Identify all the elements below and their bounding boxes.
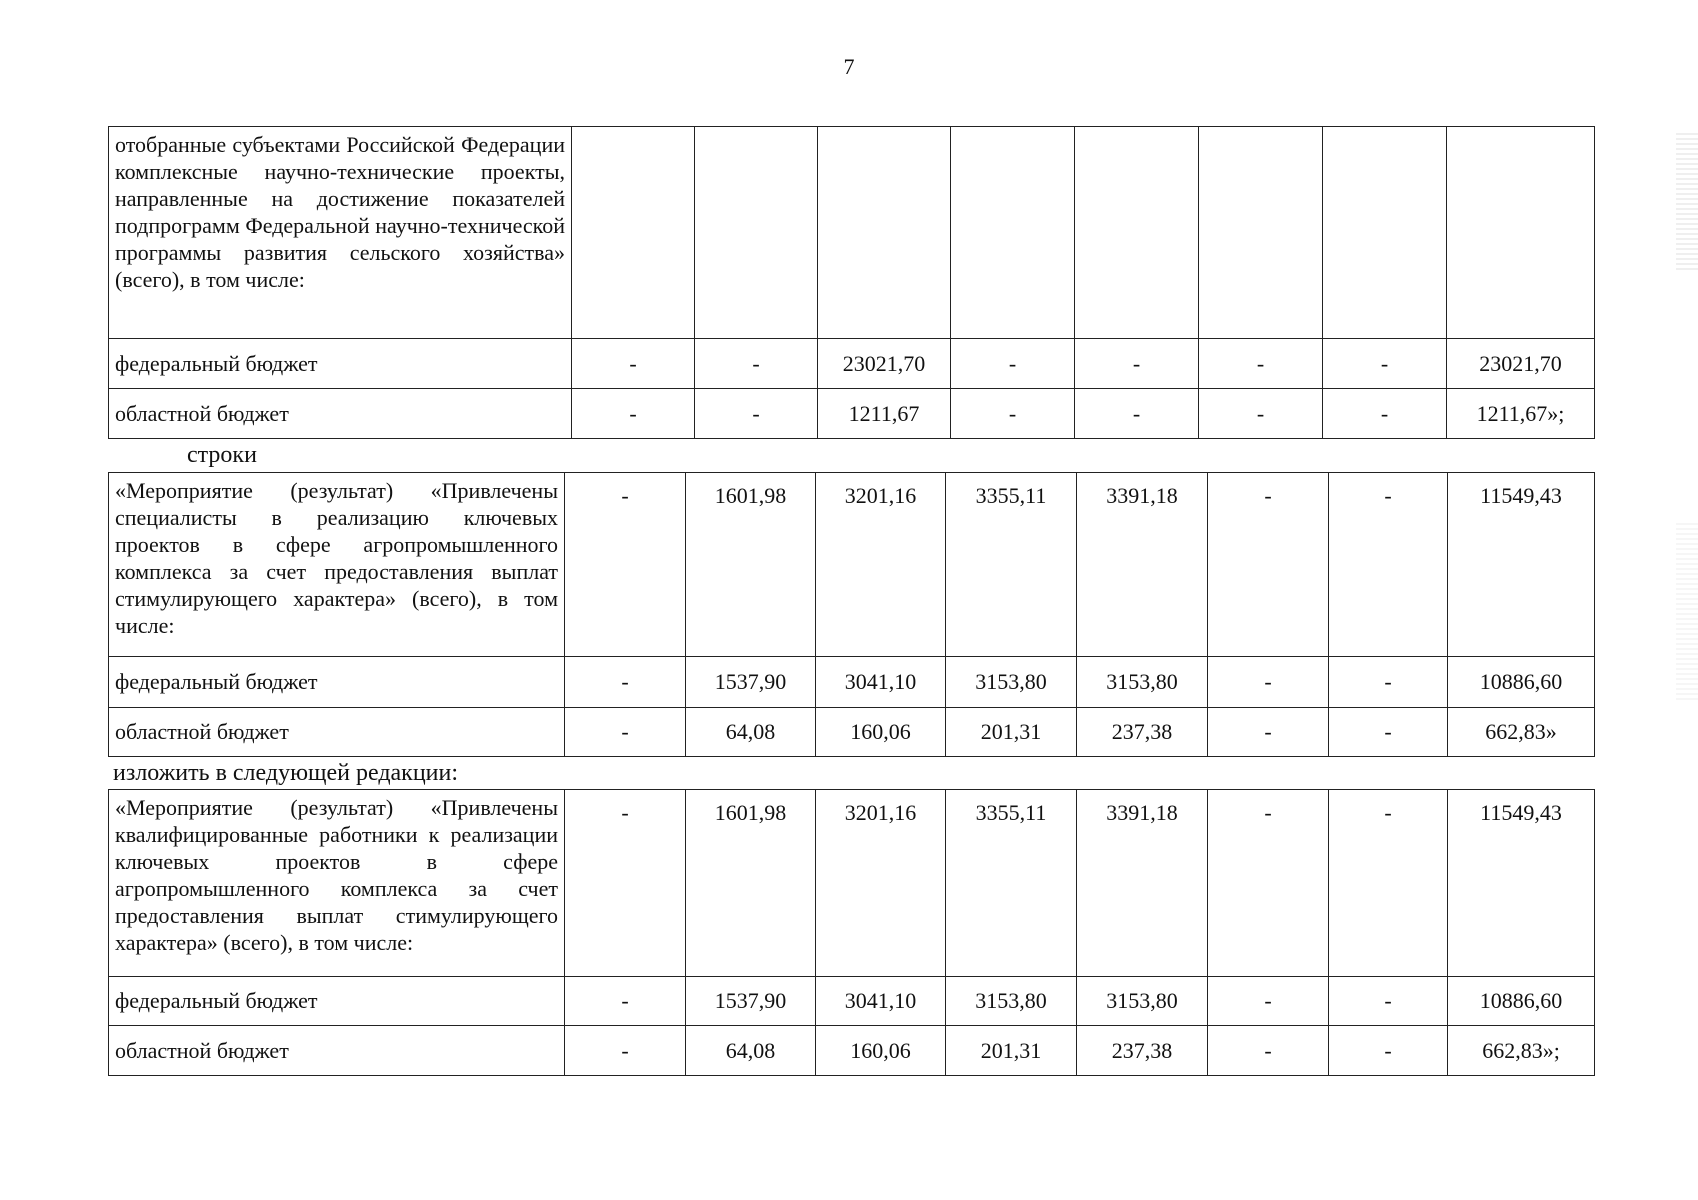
- cell: 662,83»: [1448, 708, 1595, 757]
- cell: [951, 127, 1075, 339]
- cell: -: [1329, 790, 1448, 977]
- cell: -: [951, 339, 1075, 389]
- scan-edge-artifact: [1676, 520, 1698, 700]
- cell: -: [951, 389, 1075, 439]
- table-row: [109, 127, 1595, 339]
- cell: 1537,90: [686, 657, 816, 708]
- cell: -: [1208, 977, 1329, 1026]
- cell: 201,31: [946, 1026, 1077, 1076]
- cell: -: [695, 389, 818, 439]
- cell: 1601,98: [686, 790, 816, 977]
- table-row: [109, 708, 1595, 757]
- cell: 237,38: [1077, 708, 1208, 757]
- row-label: «Мероприятие (результат) «Привлечены квалифицированные работники к реализации ключевых проектов в сфере агропромышленного комплекса за счет предоставления выплат стимулирующего характера» (всего), в том числе:: [109, 790, 565, 977]
- cell: 64,08: [686, 708, 816, 757]
- cell: 1211,67»;: [1447, 389, 1595, 439]
- table-1: [108, 126, 1595, 439]
- cell: -: [565, 657, 686, 708]
- cell: -: [1329, 708, 1448, 757]
- cell: 160,06: [816, 1026, 946, 1076]
- cell: 3201,16: [816, 790, 946, 977]
- cell: 237,38: [1077, 1026, 1208, 1076]
- cell: 3355,11: [946, 473, 1077, 657]
- cell: -: [572, 389, 695, 439]
- table-2: [108, 472, 1595, 757]
- page-number: 7: [843, 54, 855, 79]
- cell: 3153,80: [946, 977, 1077, 1026]
- cell: 11549,43: [1448, 790, 1595, 977]
- cell: -: [1075, 389, 1199, 439]
- cell: 23021,70: [818, 339, 951, 389]
- table-row: [109, 657, 1595, 708]
- table-row: [109, 977, 1595, 1026]
- cell: -: [1208, 1026, 1329, 1076]
- cell: 3153,80: [1077, 977, 1208, 1026]
- cell: -: [1323, 339, 1447, 389]
- cell: [1323, 127, 1447, 339]
- row-label: отобранные субъектами Российской Федерации комплексные научно-технические проекты, направленные на достижение показателей подпрограмм Федеральной научно-технической программы развития сельского хозяйства» (всего), в том числе:: [109, 127, 572, 339]
- row-label: областной бюджет: [109, 389, 572, 439]
- cell: 10886,60: [1448, 977, 1595, 1026]
- table-row: [109, 1026, 1595, 1076]
- row-label: «Мероприятие (результат) «Привлечены специалисты в реализацию ключевых проектов в сфере агропромышленного комплекса за счет предоставления выплат стимулирующего характера» (всего), в том числе:: [109, 473, 565, 657]
- cell: -: [565, 708, 686, 757]
- cell: 3391,18: [1077, 473, 1208, 657]
- row-label: федеральный бюджет: [109, 339, 572, 389]
- cell: 3041,10: [816, 657, 946, 708]
- cell: 1601,98: [686, 473, 816, 657]
- cell: -: [572, 339, 695, 389]
- text-between-2: изложить в следующей редакции:: [113, 760, 459, 786]
- table-row: [109, 473, 1595, 657]
- cell: 64,08: [686, 1026, 816, 1076]
- cell: 3355,11: [946, 790, 1077, 977]
- cell: -: [1329, 657, 1448, 708]
- row-label: федеральный бюджет: [109, 977, 565, 1026]
- cell: -: [565, 1026, 686, 1076]
- cell: -: [695, 339, 818, 389]
- table-3: [108, 789, 1595, 1076]
- cell: 3201,16: [816, 473, 946, 657]
- cell: -: [1208, 790, 1329, 977]
- table-row: [109, 339, 1595, 389]
- table-row: [109, 389, 1595, 439]
- cell: [695, 127, 818, 339]
- cell: [1075, 127, 1199, 339]
- cell: 3153,80: [946, 657, 1077, 708]
- cell: -: [1199, 389, 1323, 439]
- table-row: [109, 790, 1595, 977]
- cell: -: [565, 473, 686, 657]
- cell: [1447, 127, 1595, 339]
- scan-edge-artifact: [1676, 130, 1698, 270]
- cell: -: [1208, 657, 1329, 708]
- cell: 201,31: [946, 708, 1077, 757]
- cell: -: [1329, 977, 1448, 1026]
- cell: 3391,18: [1077, 790, 1208, 977]
- cell: 11549,43: [1448, 473, 1595, 657]
- text-between-1: строки: [187, 442, 257, 468]
- cell: 10886,60: [1448, 657, 1595, 708]
- cell: -: [565, 790, 686, 977]
- cell: -: [1208, 473, 1329, 657]
- cell: 1537,90: [686, 977, 816, 1026]
- cell: -: [1323, 389, 1447, 439]
- cell: -: [1329, 1026, 1448, 1076]
- cell: [818, 127, 951, 339]
- cell: 160,06: [816, 708, 946, 757]
- cell: -: [1329, 473, 1448, 657]
- cell: 23021,70: [1447, 339, 1595, 389]
- cell: 662,83»;: [1448, 1026, 1595, 1076]
- cell: -: [1075, 339, 1199, 389]
- row-label: областной бюджет: [109, 1026, 565, 1076]
- cell: [572, 127, 695, 339]
- cell: 1211,67: [818, 389, 951, 439]
- cell: -: [1208, 708, 1329, 757]
- row-label: федеральный бюджет: [109, 657, 565, 708]
- cell: 3041,10: [816, 977, 946, 1026]
- cell: -: [565, 977, 686, 1026]
- cell: 3153,80: [1077, 657, 1208, 708]
- cell: [1199, 127, 1323, 339]
- cell: -: [1199, 339, 1323, 389]
- row-label: областной бюджет: [109, 708, 565, 757]
